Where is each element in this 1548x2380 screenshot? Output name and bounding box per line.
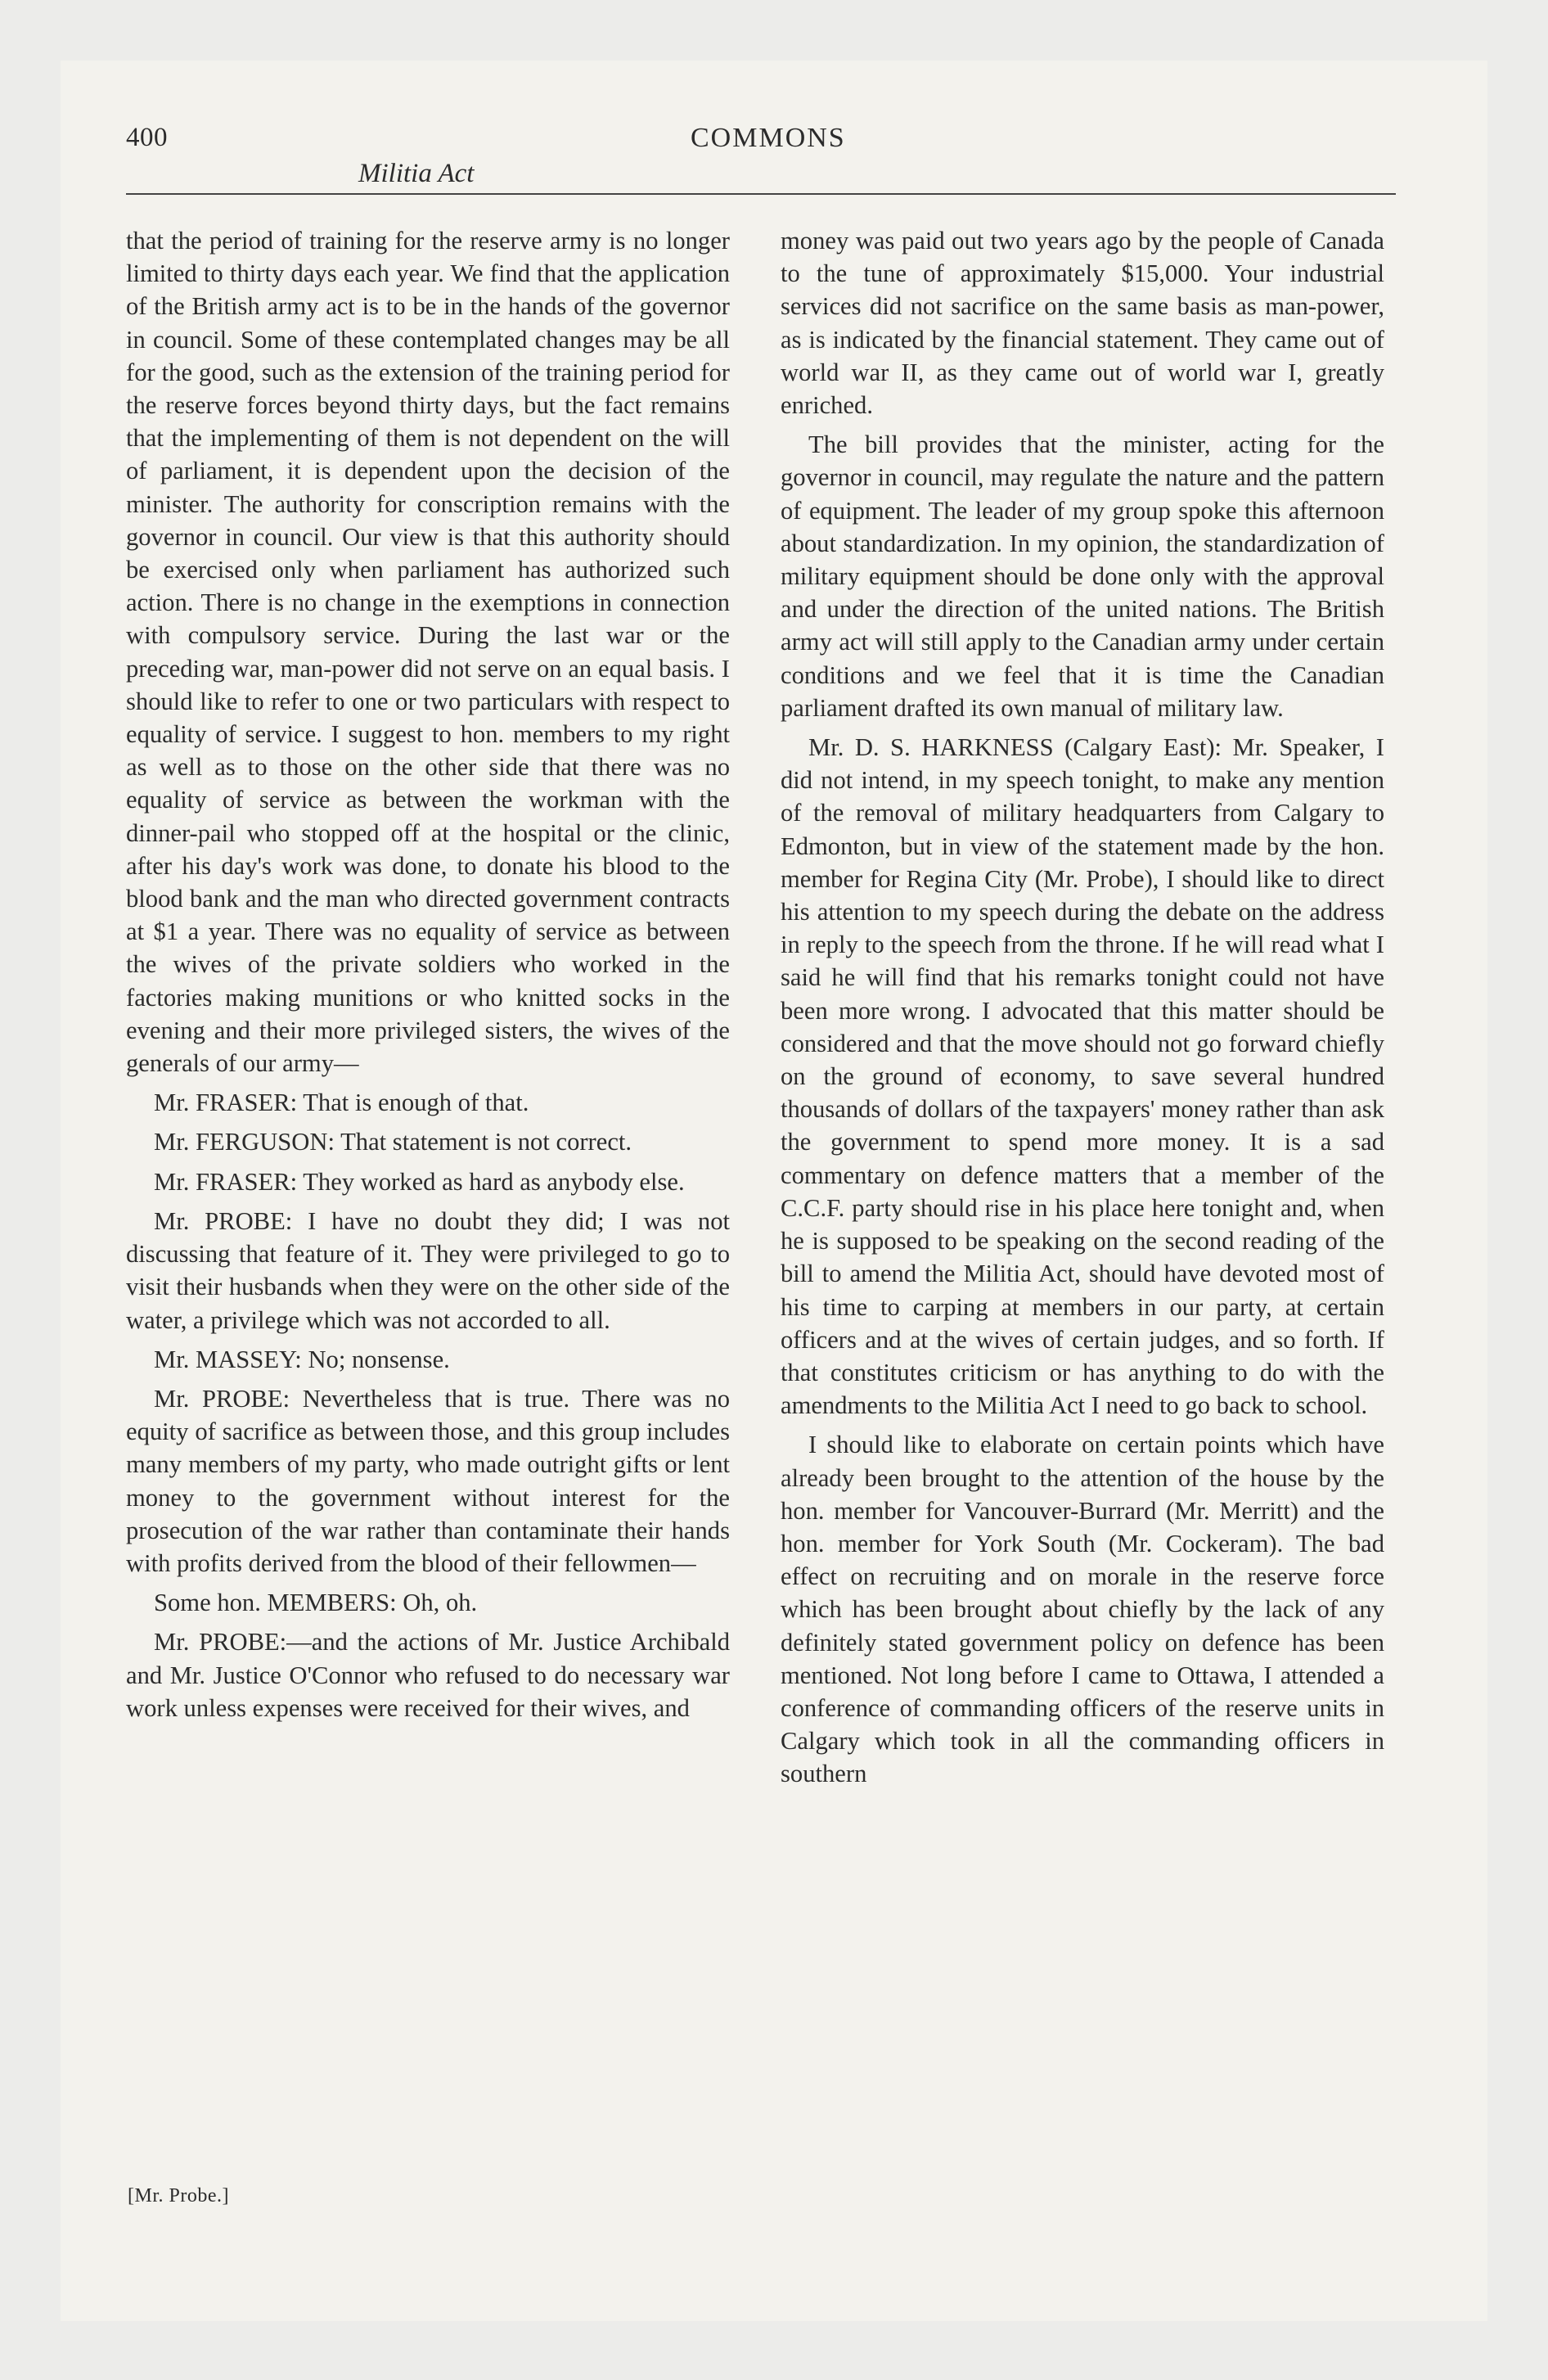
- left-column: [126, 224, 730, 1724]
- paragraph: that the period of training for the reserve army is no longer limited to thirty days each year. We find that the application of the British army act is to be in the hands of the governor in council. Some of these contemplated changes may be all for the good, such as the extension of the training period for the reserve forces beyond thirty days, but the fact remains that the implementing of them is not dependent on the will of parliament, it is dependent upon the decision of the minister. The authority for conscription remains with the governor in council. Our view is that this authority should be exercised only when parliament has authorized such action. There is no change in the exemptions in connection with compulsory service. During the last war or the preceding war, man-power did not serve on an equal basis. I should like to refer to one or two particulars with respect to equality of service. I suggest to hon. members to my right as well as to those on the other side that there was no equality of service as between the workman with the dinner-pail who stopped off at the hospital or the clinic, after his day's work was done, to donate his blood to the blood bank and the man who directed government contracts at $1 a year. There was no equality of service as between the wives of the private soldiers who worked in the factories making munitions or who knitted socks in the evening and their more privileged sisters, the wives of the generals of our army—: [126, 227, 730, 1078]
- right-column: [781, 224, 1384, 1791]
- paragraph: Mr. FERGUSON: That statement is not correct.: [154, 1128, 632, 1156]
- paragraph: Mr. MASSEY: No; nonsense.: [154, 1345, 450, 1373]
- page-header: [126, 123, 1396, 188]
- paragraph: Some hon. MEMBERS: Oh, oh.: [154, 1589, 478, 1617]
- running-title: COMMONS: [691, 123, 846, 153]
- paragraph: Mr. PROBE: I have no doubt they did; I was not discussing that feature of it. They were privileged to go to visit their husbands when they were on the other side of the water, a privilege which was not accorded to all.: [126, 1206, 730, 1334]
- section-title: Militia Act: [358, 159, 475, 188]
- page-number: 400: [126, 123, 168, 152]
- paragraph: Mr. D. S. HARKNESS (Calgary East): Mr. Speaker, I did not intend, in my speech tonight, to make any mention of the removal of military headquarters from Calgary to Edmonton, but in view of the statement made by the hon. member for Regina City (Mr. Probe), I should like to direct his attention to my speech during the debate on the address in reply to the speech from the throne. If he will read what I said he will find that his remarks tonight could not have been more wrong. I advocated that this matter should be considered and that the move should not go forward chiefly on the ground of economy, to save several hundred thousands of dollars of the taxpayers' money rather than ask the government to spend more money. It is a sad commentary on defence matters that a member of the C.C.F. party should rise in his place here tonight and, when he is supposed to be speaking on the second reading of the bill to amend the Militia Act, should have devoted most of his time to carping at members in our party, at certain officers and at the wives of certain judges, and so forth. If that constitutes criticism or has anything to do with the amendments to the Militia Act I need to go back to school.: [781, 733, 1384, 1420]
- paragraph: The bill provides that the minister, acting for the governor in council, may regulate the nature and the pattern of equipment. The leader of my group spoke this afternoon about standardization. In my opinion, the standardization of military equipment should be done only with the approval and under the direction of the united nations. The British army act will still apply to the Canadian army under certain conditions and we feel that it is time the Canadian parliament drafted its own manual of military law.: [781, 430, 1384, 722]
- paragraph: Mr. FRASER: That is enough of that.: [154, 1089, 529, 1117]
- paragraph: Mr. PROBE: Nevertheless that is true. There was no equity of sacrifice as between those, and this group includes many members of my party, who made outright gifts or lent money to the government without interest for the prosecution of the war rather than contaminate their hands with profits derived from the blood of their fellowmen—: [126, 1384, 730, 1577]
- paragraph: I should like to elaborate on certain points which have already been brought to the attention of the house by the hon. member for Vancouver-Burrard (Mr. Merritt) and the hon. member for York South (Mr. Cockeram). The bad effect on recruiting and on morale in the reserve force which has been brought about chiefly by the lack of any definitely stated government policy on defence has been mentioned. Not long before I came to Ottawa, I attended a conference of commanding officers of the reserve units in Calgary which took in all the commanding officers in southern: [781, 1431, 1384, 1788]
- paragraph: money was paid out two years ago by the people of Canada to the tune of approximately $15,000. Your industrial services did not sacrifice on the same basis as man-power, as is indicated by the financial statement. They came out of world war II, as they came out of world war I, greatly enriched.: [781, 227, 1384, 420]
- speaker-footnote: [Mr. Probe.]: [128, 2185, 229, 2206]
- header-rule: [126, 193, 1396, 195]
- paragraph: Mr. FRASER: They worked as hard as anybody else.: [154, 1167, 685, 1196]
- paragraph: Mr. PROBE:—and the actions of Mr. Justice Archibald and Mr. Justice O'Connor who refused to do necessary war work unless expenses were received for their wives, and: [126, 1628, 730, 1722]
